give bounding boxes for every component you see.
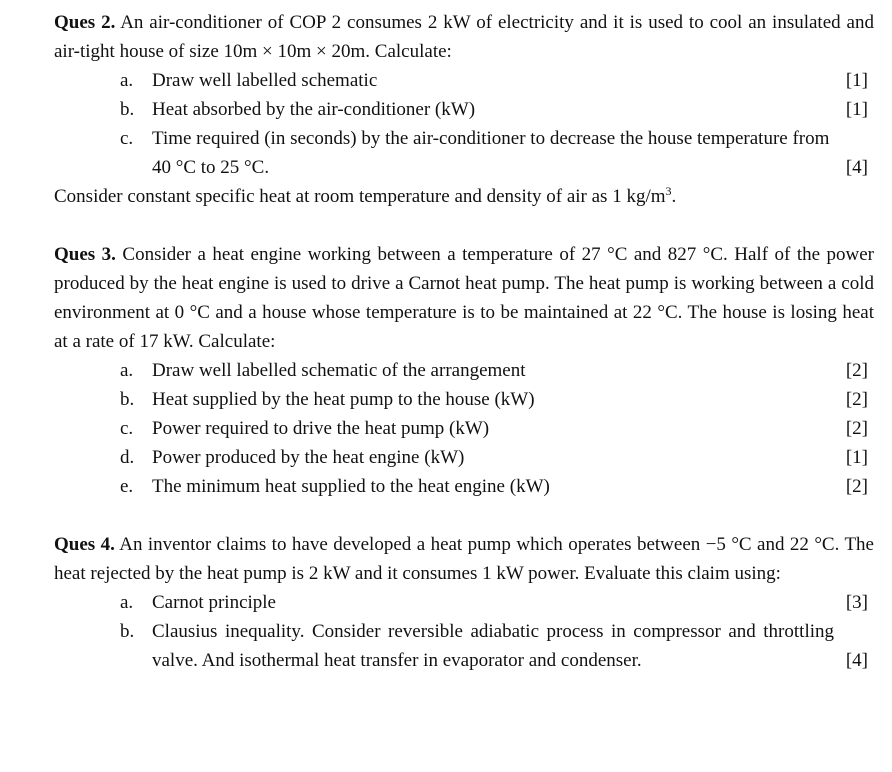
part-letter: c. xyxy=(120,418,134,439)
part-marks: [2] xyxy=(845,476,868,497)
part-letter: b. xyxy=(120,99,135,120)
note-suffix: . xyxy=(671,186,677,207)
part-text: Power produced by the heat engine (kW) xyxy=(152,447,465,468)
question-3 xyxy=(54,240,874,501)
question-2-intro xyxy=(54,8,874,66)
note-superscript: 3 xyxy=(665,184,672,198)
question-3-part-b xyxy=(54,385,874,414)
question-3-part-a xyxy=(54,356,874,385)
question-2-text: An air-conditioner of COP 2 consumes 2 kW of electricity and it is used to cool an insulated and air-tight house of size 10m × 10m × 20m. Calculate: xyxy=(54,12,874,62)
part-text: The minimum heat supplied to the heat engine (kW) xyxy=(152,476,550,497)
question-3-text: Consider a heat engine working between a temperature of 27 °C and 827 °C. Half of the power produced by the heat engine is used to drive a Carnot heat pump. The heat pump is working between a cold environment at 0 °C and a house whose temperature is to be maintained at 22 °C. The house is losing heat at a rate of 17 kW. Calculate: xyxy=(54,244,874,352)
question-sheet xyxy=(54,8,874,675)
question-4-parts xyxy=(54,588,874,675)
question-4-part-a xyxy=(54,588,874,617)
question-3-part-e xyxy=(54,472,874,501)
part-letter: a. xyxy=(120,592,134,613)
question-3-parts xyxy=(54,356,874,501)
part-marks: [4] xyxy=(845,157,868,178)
part-letter: c. xyxy=(120,128,134,149)
question-4-intro xyxy=(54,530,874,588)
part-marks: [2] xyxy=(845,389,868,410)
question-2-note xyxy=(54,182,874,211)
question-4-part-b xyxy=(54,617,874,675)
part-text: Heat absorbed by the air-conditioner (kW) xyxy=(152,99,476,120)
part-letter: b. xyxy=(120,389,135,410)
part-text: Heat supplied by the heat pump to the house (kW) xyxy=(152,389,535,410)
part-marks: [4] xyxy=(845,650,868,671)
part-letter: b. xyxy=(120,621,135,642)
part-marks: [1] xyxy=(845,99,868,120)
question-4-text: An inventor claims to have developed a heat pump which operates between −5 °C and 22 °C. The heat rejected by the heat pump is 2 kW and it consumes 1 kW power. Evaluate this claim using: xyxy=(54,534,874,584)
question-2-number: Ques 2. xyxy=(54,12,116,33)
part-marks: [3] xyxy=(845,592,868,613)
question-3-part-d xyxy=(54,443,874,472)
part-text: Draw well labelled schematic of the arrangement xyxy=(152,360,526,381)
part-letter: d. xyxy=(120,447,135,468)
part-marks: [2] xyxy=(845,360,868,381)
part-text: Time required (in seconds) by the air-conditioner to decrease the house temperature from 40 °C to 25 °C. xyxy=(152,128,830,178)
question-2-part-c xyxy=(54,124,874,182)
part-marks: [2] xyxy=(845,418,868,439)
note-text: Consider constant specific heat at room temperature and density of air as 1 kg/m xyxy=(54,186,666,207)
part-letter: a. xyxy=(120,70,134,91)
part-text: Clausius inequality. Consider reversible adiabatic process in compressor and throttling valve. And isothermal heat transfer in evaporator and condenser. xyxy=(152,621,834,671)
question-2 xyxy=(54,8,874,211)
part-text: Power required to drive the heat pump (kW) xyxy=(152,418,490,439)
part-text: Draw well labelled schematic xyxy=(152,70,378,91)
part-letter: e. xyxy=(120,476,134,497)
question-2-part-a xyxy=(54,66,874,95)
question-3-number: Ques 3. xyxy=(54,244,116,265)
question-4 xyxy=(54,530,874,675)
question-3-part-c xyxy=(54,414,874,443)
part-text: Carnot principle xyxy=(152,592,276,613)
question-2-part-b xyxy=(54,95,874,124)
part-marks: [1] xyxy=(845,447,868,468)
part-letter: a. xyxy=(120,360,134,381)
question-4-number: Ques 4. xyxy=(54,534,115,555)
question-3-intro xyxy=(54,240,874,356)
part-marks: [1] xyxy=(845,70,868,91)
question-2-parts xyxy=(54,66,874,182)
